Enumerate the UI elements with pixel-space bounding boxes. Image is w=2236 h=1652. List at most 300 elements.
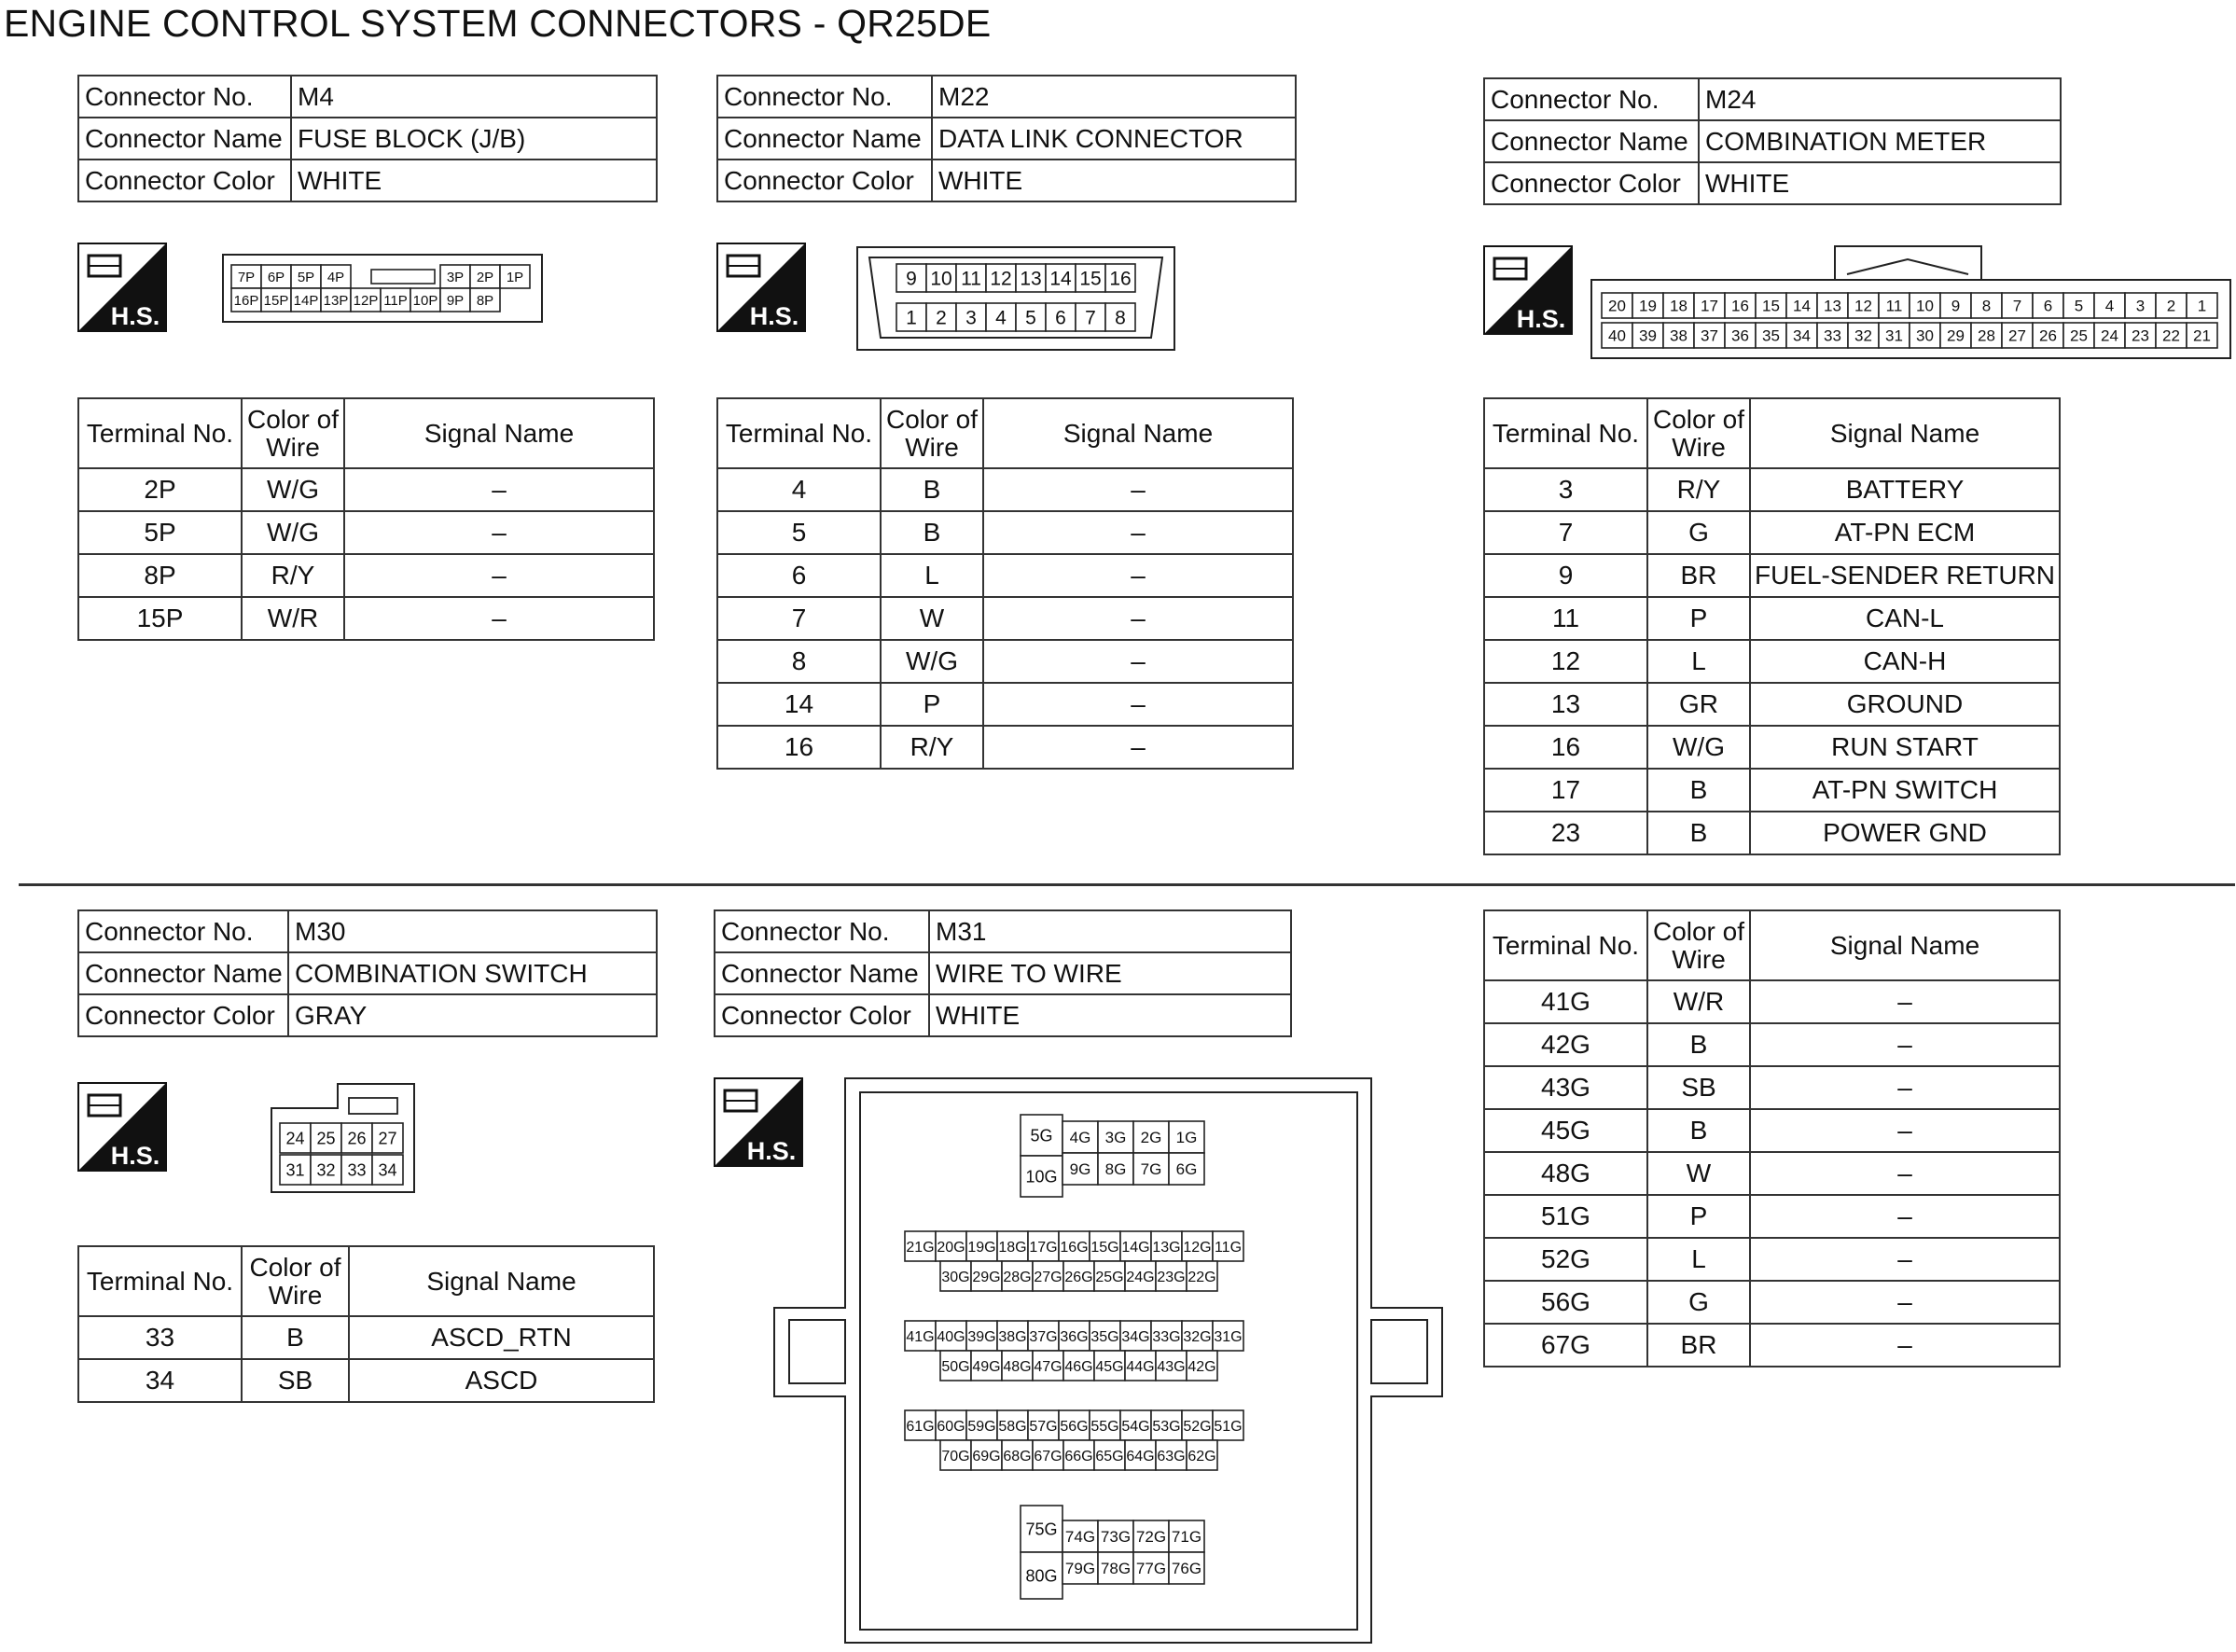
pin-label: 12G — [1183, 1239, 1212, 1256]
connector-no-value: M30 — [288, 910, 657, 952]
connector-m22-info — [716, 75, 1297, 202]
harness-side-icon — [77, 243, 167, 332]
pin-label: 16P — [233, 292, 259, 309]
header-terminal-no: Terminal No. — [78, 398, 242, 468]
pin-label: 48G — [1003, 1358, 1032, 1375]
pin-label: 16 — [1731, 297, 1749, 315]
pin-label: 78G — [1100, 1560, 1132, 1578]
pin-label: 17 — [1701, 297, 1718, 315]
header-terminal-no: Terminal No. — [78, 1246, 242, 1316]
pin-label: 20G — [937, 1239, 965, 1256]
hs-label: H.S. — [749, 302, 799, 330]
terminal-row — [78, 1316, 654, 1359]
terminal-row — [78, 511, 654, 554]
connector-name-value: COMBINATION SWITCH — [288, 952, 657, 994]
connector-m24-face — [1590, 244, 2234, 361]
signal-name-cell: – — [983, 468, 1293, 511]
pin-label: 24 — [285, 1129, 305, 1148]
label-connector-no: Connector No. — [715, 910, 929, 952]
pin-label: 2G — [1140, 1129, 1162, 1147]
pin-label: 39 — [1639, 326, 1657, 345]
pin-label: 14 — [1049, 268, 1072, 290]
pin-label: 29G — [972, 1269, 1001, 1285]
signal-name-cell: FUEL-SENDER RETURN — [1750, 554, 2060, 597]
connector-color-value: WHITE — [929, 994, 1291, 1036]
terminal-no-cell: 7 — [1484, 511, 1647, 554]
terminal-row — [78, 468, 654, 511]
terminal-row — [1484, 1281, 2060, 1324]
pin-label: 2 — [936, 307, 947, 329]
page-title: ENGINE CONTROL SYSTEM CONNECTORS - QR25DE — [4, 2, 992, 45]
pin-label: 13 — [1020, 268, 1042, 290]
signal-name-cell: AT-PN ECM — [1750, 511, 2060, 554]
pin-label: 15 — [1762, 297, 1780, 315]
pin-label: 6 — [2043, 297, 2053, 315]
pin-label: 71G — [1171, 1528, 1202, 1547]
pin-label: 50G — [941, 1358, 970, 1375]
terminal-row — [1484, 1152, 2060, 1195]
pin-label: 35G — [1090, 1328, 1119, 1345]
label-connector-color: Connector Color — [715, 994, 929, 1036]
pin-label: 80G — [1025, 1566, 1058, 1586]
terminal-row — [1484, 726, 2060, 769]
terminal-no-cell: 7 — [717, 597, 881, 640]
signal-name-cell: – — [983, 683, 1293, 726]
wire-color-cell: SB — [1647, 1066, 1750, 1109]
terminal-row — [1484, 511, 2060, 554]
wire-color-cell: P — [881, 683, 983, 726]
header-terminal-no: Terminal No. — [1484, 398, 1647, 468]
pin-label: 56G — [1060, 1418, 1089, 1435]
connector-m31-terminal-table — [1483, 909, 2061, 1367]
terminal-no-cell: 41G — [1484, 980, 1647, 1023]
hs-label: H.S. — [110, 302, 160, 330]
terminal-no-cell: 42G — [1484, 1023, 1647, 1066]
connector-color-value: WHITE — [932, 160, 1296, 201]
pin-label: 77G — [1135, 1560, 1167, 1578]
terminal-no-cell: 6 — [717, 554, 881, 597]
wire-color-cell: BR — [1647, 1324, 1750, 1367]
pin-label: 33G — [1152, 1328, 1181, 1345]
terminal-row — [1484, 1023, 2060, 1066]
pin-label: 45G — [1095, 1358, 1124, 1375]
connector-name-value: DATA LINK CONNECTOR — [932, 118, 1296, 160]
pin-label: 5P — [297, 269, 315, 285]
terminal-no-cell: 56G — [1484, 1281, 1647, 1324]
harness-side-icon — [77, 1082, 167, 1172]
hs-label: H.S. — [1516, 305, 1566, 333]
pin-label: 24G — [1126, 1269, 1155, 1285]
terminal-row — [78, 597, 654, 640]
label-connector-no: Connector No. — [78, 76, 291, 118]
label-connector-no: Connector No. — [717, 76, 932, 118]
pin-label: 25G — [1095, 1269, 1124, 1285]
header-color-of-wire: Color of Wire — [242, 1246, 349, 1316]
pin-label: 54G — [1121, 1418, 1150, 1435]
pin-label: 32 — [316, 1160, 336, 1180]
terminal-no-cell: 17 — [1484, 769, 1647, 812]
pin-label: 4 — [2104, 297, 2115, 315]
terminal-no-cell: 15P — [78, 597, 242, 640]
pin-label: 36 — [1731, 326, 1749, 345]
terminal-no-cell: 43G — [1484, 1066, 1647, 1109]
pin-label: 23G — [1157, 1269, 1186, 1285]
signal-name-cell: – — [1750, 1023, 2060, 1066]
connector-m22-face — [856, 244, 1177, 353]
pin-label: 12P — [353, 292, 379, 309]
terminal-row — [717, 683, 1293, 726]
terminal-no-cell: 34 — [78, 1359, 242, 1402]
pin-label: 46G — [1064, 1358, 1093, 1375]
pin-label: 18G — [998, 1239, 1027, 1256]
terminal-no-cell: 2P — [78, 468, 242, 511]
connector-color-value: WHITE — [291, 160, 657, 201]
header-terminal-no: Terminal No. — [717, 398, 881, 468]
pin-label: 41G — [906, 1328, 935, 1345]
pin-label: 72G — [1135, 1528, 1167, 1547]
terminal-no-cell: 12 — [1484, 640, 1647, 683]
wire-color-cell: R/Y — [1647, 468, 1750, 511]
signal-name-cell: CAN-H — [1750, 640, 2060, 683]
pin-label: 1 — [906, 307, 917, 329]
pin-label: 17G — [1029, 1239, 1058, 1256]
pin-label: 3G — [1104, 1129, 1127, 1147]
pin-label: 26 — [347, 1129, 367, 1148]
label-connector-name: Connector Name — [78, 952, 288, 994]
signal-name-cell: – — [1750, 980, 2060, 1023]
pin-label: 9P — [446, 292, 465, 309]
signal-name-cell: – — [1750, 1238, 2060, 1281]
connector-name-value: FUSE BLOCK (J/B) — [291, 118, 657, 160]
pin-label: 27 — [2008, 326, 2026, 345]
terminal-row — [717, 597, 1293, 640]
pin-label: 37 — [1701, 326, 1718, 345]
pin-label: 23 — [2132, 326, 2149, 345]
pin-label: 4P — [326, 269, 345, 285]
connector-m30-face — [271, 1082, 420, 1194]
terminal-no-cell: 45G — [1484, 1109, 1647, 1152]
pin-label: 32 — [1854, 326, 1872, 345]
pin-label: 8P — [476, 292, 494, 309]
wire-color-cell: P — [1647, 1195, 1750, 1238]
signal-name-cell: – — [1750, 1066, 2060, 1109]
pin-label: 69G — [972, 1448, 1001, 1465]
connector-m24-info — [1483, 77, 2062, 205]
pin-label: 25 — [316, 1129, 336, 1148]
pin-label: 28 — [1978, 326, 1995, 345]
terminal-no-cell: 13 — [1484, 683, 1647, 726]
pin-label: 21G — [906, 1239, 935, 1256]
pin-label: 8 — [1981, 297, 1992, 315]
wire-color-cell: B — [1647, 1023, 1750, 1066]
pin-label: 60G — [937, 1418, 965, 1435]
terminal-row — [717, 468, 1293, 511]
harness-side-icon — [1483, 245, 1573, 335]
terminal-no-cell: 51G — [1484, 1195, 1647, 1238]
pin-label: 7 — [2012, 297, 2022, 315]
signal-name-cell: – — [1750, 1324, 2060, 1367]
label-connector-name: Connector Name — [1484, 120, 1699, 162]
connector-name-value: COMBINATION METER — [1699, 120, 2061, 162]
pin-label: 35 — [1762, 326, 1780, 345]
pin-label: 21 — [2193, 326, 2211, 345]
terminal-row — [1484, 468, 2060, 511]
pin-label: 6G — [1175, 1160, 1198, 1179]
pin-label: 11 — [1885, 297, 1903, 315]
pin-label: 22G — [1187, 1269, 1216, 1285]
pin-label: 42G — [1187, 1358, 1216, 1375]
pin-label: 15G — [1090, 1239, 1119, 1256]
wire-color-cell: B — [1647, 1109, 1750, 1152]
pin-label: 11G — [1214, 1239, 1243, 1256]
pin-label: 4G — [1069, 1129, 1091, 1147]
wire-color-cell: W/R — [1647, 980, 1750, 1023]
signal-name-cell: ASCD — [349, 1359, 654, 1402]
pin-label: 58G — [998, 1418, 1027, 1435]
pin-label: 64G — [1126, 1448, 1155, 1465]
pin-label: 33 — [1824, 326, 1841, 345]
signal-name-cell: GROUND — [1750, 683, 2060, 726]
wire-color-cell: B — [881, 511, 983, 554]
pin-label: 79G — [1064, 1560, 1096, 1578]
signal-name-cell: – — [1750, 1109, 2060, 1152]
signal-name-cell: – — [1750, 1152, 2060, 1195]
terminal-row — [717, 554, 1293, 597]
pin-label: 20 — [1608, 297, 1626, 315]
pin-label: 7 — [1085, 307, 1096, 329]
pin-label: 34 — [378, 1160, 397, 1180]
pin-label: 1 — [2197, 297, 2207, 315]
pin-label: 66G — [1064, 1448, 1093, 1465]
pin-label: 13 — [1824, 297, 1841, 315]
wire-color-cell: SB — [242, 1359, 349, 1402]
pin-label: 19G — [967, 1239, 996, 1256]
pin-label: 15 — [1079, 268, 1102, 290]
lock-slot — [349, 1098, 397, 1114]
pin-label: 28G — [1003, 1269, 1032, 1285]
wire-color-cell: W — [881, 597, 983, 640]
signal-name-cell: – — [1750, 1195, 2060, 1238]
pin-label: 1G — [1175, 1129, 1198, 1147]
connector-m31-info — [714, 909, 1292, 1037]
pin-label: 34 — [1793, 326, 1811, 345]
header-signal-name: Signal Name — [983, 398, 1293, 468]
pin-label: 11 — [961, 268, 981, 290]
pin-label: 73G — [1100, 1528, 1132, 1547]
terminal-no-cell: 4 — [717, 468, 881, 511]
connector-m24-terminal-table — [1483, 397, 2061, 855]
pin-label: 3P — [446, 269, 465, 285]
pin-label: 2P — [476, 269, 494, 285]
connector-no-value: M22 — [932, 76, 1296, 118]
pin-label: 6 — [1055, 307, 1066, 329]
pin-label: 14 — [1793, 297, 1811, 315]
terminal-row — [1484, 1109, 2060, 1152]
pin-label: 31G — [1214, 1328, 1243, 1345]
connector-m4-info — [77, 75, 658, 202]
terminal-row — [1484, 1238, 2060, 1281]
pin-label: 67G — [1034, 1448, 1062, 1465]
pin-label: 65G — [1095, 1448, 1124, 1465]
pin-label: 40G — [937, 1328, 965, 1345]
connector-m4-terminal-table — [77, 397, 655, 641]
pin-label: 59G — [967, 1418, 996, 1435]
section-divider — [19, 883, 2235, 886]
wire-color-cell: R/Y — [242, 554, 344, 597]
terminal-no-cell: 14 — [717, 683, 881, 726]
pin-label: 5G — [1030, 1126, 1053, 1145]
pin-label: 16 — [1109, 268, 1132, 290]
signal-name-cell: – — [344, 468, 654, 511]
header-color-of-wire: Color of Wire — [242, 398, 344, 468]
signal-name-cell: – — [983, 554, 1293, 597]
pin-label: 9 — [906, 268, 917, 290]
label-connector-name: Connector Name — [715, 952, 929, 994]
pin-label: 26G — [1064, 1269, 1093, 1285]
connector-m31-face — [772, 1077, 1444, 1646]
pin-label: 8G — [1104, 1160, 1127, 1179]
terminal-no-cell: 3 — [1484, 468, 1647, 511]
pin-label: 36G — [1060, 1328, 1089, 1345]
pin-label: 47G — [1034, 1358, 1062, 1375]
pin-label: 75G — [1025, 1520, 1058, 1539]
pin-label: 76G — [1171, 1560, 1202, 1578]
pin-label: 13G — [1152, 1239, 1181, 1256]
header-signal-name: Signal Name — [349, 1246, 654, 1316]
fuse-slot — [371, 270, 435, 284]
pin-label: 55G — [1090, 1418, 1119, 1435]
pin-label: 16G — [1060, 1239, 1089, 1256]
pin-label: 2 — [2166, 297, 2176, 315]
connector-no-value: M24 — [1699, 78, 2061, 120]
pin-label: 14P — [293, 292, 319, 309]
wire-color-cell: W/R — [242, 597, 344, 640]
terminal-no-cell: 16 — [717, 726, 881, 769]
terminal-row — [1484, 554, 2060, 597]
terminal-row — [1484, 597, 2060, 640]
terminal-no-cell: 11 — [1484, 597, 1647, 640]
pin-label: 8 — [1115, 307, 1126, 329]
connector-m22-terminal-table — [716, 397, 1294, 770]
pin-label: 5 — [1025, 307, 1036, 329]
pin-label: 15P — [263, 292, 289, 309]
pin-label: 12 — [990, 268, 1012, 290]
signal-name-cell: – — [344, 554, 654, 597]
signal-name-cell: – — [983, 726, 1293, 769]
connector-m4-face — [222, 254, 543, 323]
terminal-row — [1484, 1195, 2060, 1238]
terminal-row — [1484, 769, 2060, 812]
terminal-no-cell: 52G — [1484, 1238, 1647, 1281]
pin-label: 31 — [285, 1160, 305, 1180]
connector-no-value: M31 — [929, 910, 1291, 952]
pin-label: 10 — [1916, 297, 1934, 315]
signal-name-cell: BATTERY — [1750, 468, 2060, 511]
wire-color-cell: B — [242, 1316, 349, 1359]
pin-label: 39G — [967, 1328, 996, 1345]
pin-label: 68G — [1003, 1448, 1032, 1465]
pin-label: 7G — [1140, 1160, 1162, 1179]
pin-label: 30 — [1916, 326, 1934, 345]
header-terminal-no: Terminal No. — [1484, 910, 1647, 980]
header-signal-name: Signal Name — [1750, 398, 2060, 468]
header-color-of-wire: Color of Wire — [1647, 910, 1750, 980]
pin-label: 4 — [995, 307, 1007, 329]
wire-color-cell: B — [1647, 812, 1750, 854]
pin-label: 10P — [412, 292, 438, 309]
terminal-no-cell: 48G — [1484, 1152, 1647, 1195]
signal-name-cell: – — [983, 511, 1293, 554]
terminal-no-cell: 67G — [1484, 1324, 1647, 1367]
pin-label: 44G — [1126, 1358, 1155, 1375]
wire-color-cell: W/G — [242, 511, 344, 554]
label-connector-no: Connector No. — [78, 910, 288, 952]
pin-label: 18 — [1670, 297, 1687, 315]
header-signal-name: Signal Name — [1750, 910, 2060, 980]
pin-label: 40 — [1608, 326, 1626, 345]
header-color-of-wire: Color of Wire — [1647, 398, 1750, 468]
pin-label: 43G — [1157, 1358, 1186, 1375]
terminal-no-cell: 23 — [1484, 812, 1647, 854]
pin-label: 5 — [2074, 297, 2084, 315]
label-connector-name: Connector Name — [78, 118, 291, 160]
pin-label: 14G — [1121, 1239, 1150, 1256]
pin-label: 52G — [1183, 1418, 1212, 1435]
harness-side-icon — [716, 243, 806, 332]
pin-label: 38 — [1670, 326, 1687, 345]
header-signal-name: Signal Name — [344, 398, 654, 468]
terminal-row — [78, 1359, 654, 1402]
signal-name-cell: – — [1750, 1281, 2060, 1324]
pin-label: 30G — [941, 1269, 970, 1285]
wire-color-cell: GR — [1647, 683, 1750, 726]
pin-label: 27G — [1034, 1269, 1062, 1285]
wire-color-cell: R/Y — [881, 726, 983, 769]
label-connector-color: Connector Color — [1484, 162, 1699, 204]
pin-label: 62G — [1187, 1448, 1216, 1465]
pin-label: 22 — [2162, 326, 2180, 345]
pin-label: 29 — [1947, 326, 1965, 345]
header-color-of-wire: Color of Wire — [881, 398, 983, 468]
signal-name-cell: – — [983, 640, 1293, 683]
terminal-row — [1484, 1066, 2060, 1109]
pin-label: 24 — [2101, 326, 2118, 345]
connector-color-value: WHITE — [1699, 162, 2061, 204]
pin-label: 37G — [1029, 1328, 1058, 1345]
label-connector-color: Connector Color — [717, 160, 932, 201]
terminal-no-cell: 9 — [1484, 554, 1647, 597]
wire-color-cell: W/G — [1647, 726, 1750, 769]
terminal-row — [717, 511, 1293, 554]
pin-label: 3 — [965, 307, 977, 329]
wire-color-cell: L — [1647, 1238, 1750, 1281]
pin-label: 9G — [1069, 1160, 1091, 1179]
connector-m30-info — [77, 909, 658, 1037]
pin-label: 3 — [2135, 297, 2146, 315]
signal-name-cell: AT-PN SWITCH — [1750, 769, 2060, 812]
label-connector-color: Connector Color — [78, 160, 291, 201]
hs-label: H.S. — [110, 1142, 160, 1170]
terminal-no-cell: 8 — [717, 640, 881, 683]
signal-name-cell: RUN START — [1750, 726, 2060, 769]
terminal-no-cell: 33 — [78, 1316, 242, 1359]
pin-label: 31 — [1885, 326, 1903, 345]
pin-label: 74G — [1064, 1528, 1096, 1547]
connector-no-value: M4 — [291, 76, 657, 118]
pin-label: 38G — [998, 1328, 1027, 1345]
signal-name-cell: POWER GND — [1750, 812, 2060, 854]
pin-label: 11P — [383, 292, 408, 309]
